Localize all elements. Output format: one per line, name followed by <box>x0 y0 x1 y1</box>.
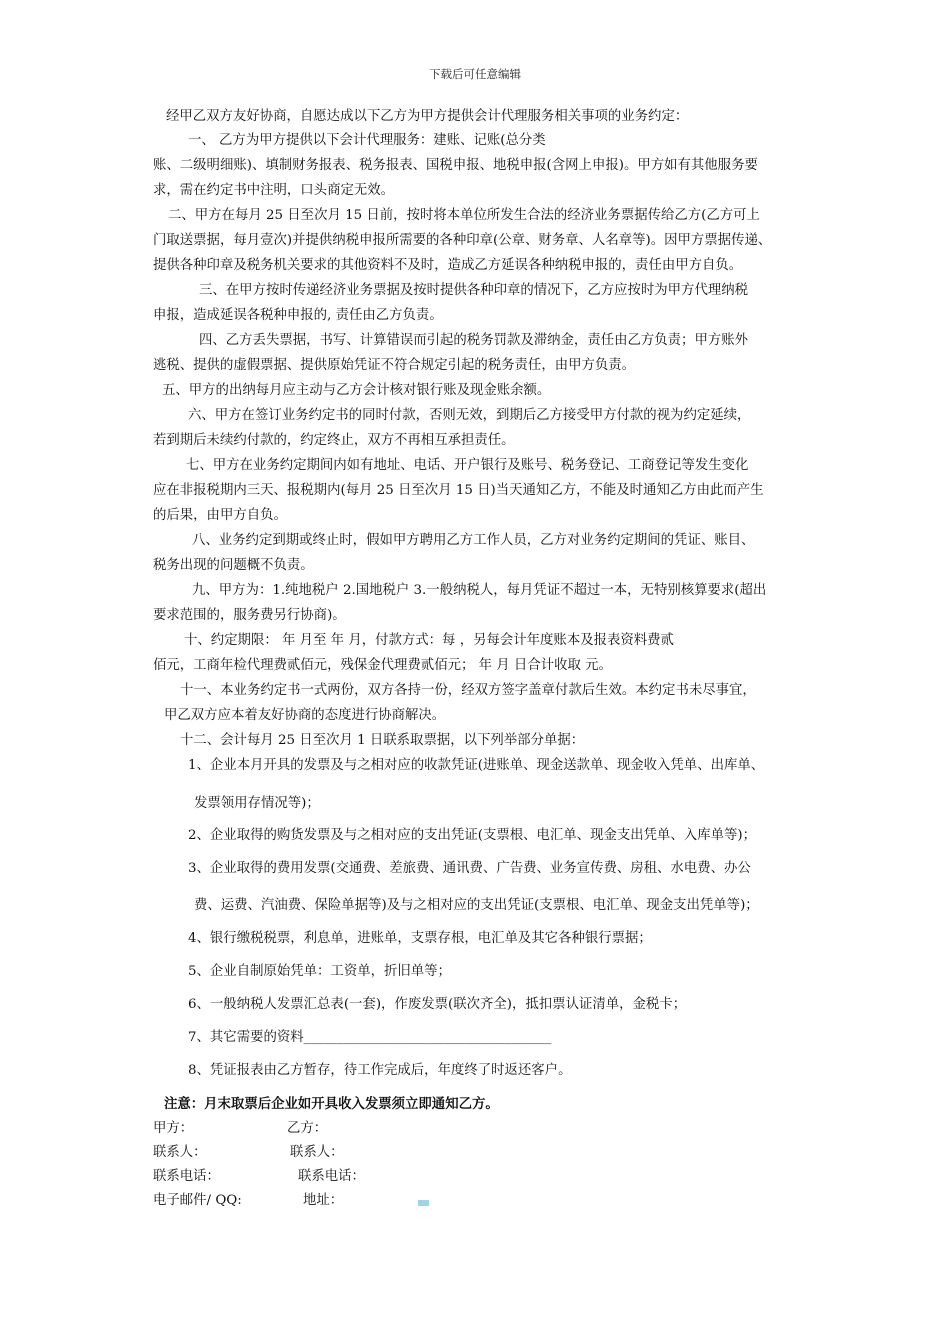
list-item: 7、其它需要的资料_____________________________________ <box>188 1030 552 1045</box>
page-header: 下载后可任意编辑 <box>429 67 521 81</box>
list-item: 4、银行缴税税票，利息单，进账单，支票存根，电汇单及其它各种银行票据； <box>188 931 652 946</box>
clause-9-line-1: 九、甲方为：1.纯地税户 2.国地税户 3.一般纳税人，每月凭证不超过一本，无特别核算要求(超出 <box>192 583 767 598</box>
clause-2-line-2: 门取送票据，每月壹次)并提供纳税申报所需要的各种印章(公章、财务章、人名章等)。因甲方票据传递、 <box>153 233 772 248</box>
clause-7-line-1: 七、甲方在业务约定期间内如有地址、电话、开户银行及账号、税务登记、工商登记等发生变化 <box>186 458 749 473</box>
clause-8-line-2: 税务出现的问题概不负责。 <box>153 558 314 573</box>
list-item: 2、企业取得的购货发票及与之相对应的支出凭证(支票根、电汇单、现金支出凭单、入库单等)； <box>188 828 756 843</box>
clause-1-line-2: 账、二级明细账)、填制财务报表、税务报表、国税申报、地税申报(含网上申报)。甲方如有其他服务要 <box>153 158 758 173</box>
list-item: 8、凭证报表由乙方暂存，待工作完成后，年度终了时返还客户。 <box>188 1063 572 1078</box>
clause-8-line-1: 八、业务约定到期或终止时，假如甲方聘用乙方工作人员，乙方对业务约定期间的凭证、账目、 <box>192 533 755 548</box>
party-b-label: 乙方： <box>287 1121 328 1136</box>
clause-11-line-1: 十一、本业务约定书一式两份，双方各持一份，经双方签字盖章付款后生效。本约定书未尽事宜， <box>180 683 756 698</box>
contact-b-label: 联系人： <box>290 1145 344 1160</box>
list-item: 1、企业本月开具的发票及与之相对应的收款凭证(进账单、现金送款单、现金收入凭单、出库单、 <box>188 758 765 773</box>
clause-4-line-2: 逃税、提供的虚假票据、提供原始凭证不符合规定引起的税务责任，由甲方负责。 <box>153 358 636 373</box>
clause-7-line-2: 应在非报税期内三天、报税期内(每月 25 日至次月 15 日)当天通知乙方，不能及时通知乙方由此而产生 <box>153 483 764 498</box>
clause-10-line-2: 佰元，工商年检代理费贰佰元，残保金代理费贰佰元； 年 月 日合计收取 元。 <box>153 658 612 673</box>
party-a-label: 甲方： <box>153 1121 194 1136</box>
notice: 注意：月末取票后企业如开具收入发票须立即通知乙方。 <box>164 1096 499 1112</box>
list-item: 发票领用存情况等)； <box>194 796 320 811</box>
phone-b-label: 联系电话： <box>298 1169 365 1184</box>
address-b-label: 地址： <box>303 1193 344 1208</box>
clause-6-line-2: 若到期后未续约付款的，约定终止，双方不再相互承担责任。 <box>153 433 515 448</box>
clause-10-line-1: 十、约定期限： 年 月至 年 月，付款方式：每 ，另每会计年度账本及报表资料费贰 <box>184 633 674 648</box>
list-item: 3、企业取得的费用发票(交通费、差旅费、通讯费、广告费、业务宣传费、房租、水电费、办公 <box>188 861 751 876</box>
clause-12: 十二、会计每月 25 日至次月 1 日联系取票据，以下列举部分单据： <box>180 733 585 748</box>
clause-4-line-1: 四、乙方丢失票据，书写、计算错误而引起的税务罚款及滞纳金，责任由乙方负责；甲方账外 <box>199 333 749 348</box>
list-item: 费、运费、汽油费、保险单据等)及与之相对应的支出凭证(支票根、电汇单、现金支出凭单等)； <box>194 898 759 913</box>
list-item: 5、企业自制原始凭单：工资单，折旧单等； <box>188 964 451 979</box>
clause-1-line-1: 一、 乙方为甲方提供以下会计代理服务：建账、记账(总分类 <box>188 133 546 148</box>
intro-paragraph: 经甲乙双方友好协商，自愿达成以下乙方为甲方提供会计代理服务相关事项的业务约定： <box>166 109 689 124</box>
cursor-highlight <box>418 1200 429 1206</box>
contact-a-label: 联系人： <box>153 1145 207 1160</box>
email-a-label: 电子邮件/ QQ: <box>153 1193 242 1208</box>
clause-2-line-3: 提供各种印章及税务机关要求的其他资料不及时，造成乙方延误各种纳税申报的，责任由甲方自负。 <box>153 258 743 273</box>
clause-2-line-1: 二、甲方在每月 25 日至次月 15 日前，按时将本单位所发生合法的经济业务票据传给乙方(乙方可上 <box>168 208 760 223</box>
clause-11-line-2: 甲乙双方应本着友好协商的态度进行协商解决。 <box>164 708 446 723</box>
clause-3-line-1: 三、在甲方按时传递经济业务票据及按时提供各种印章的情况下，乙方应按时为甲方代理纳税 <box>199 283 749 298</box>
clause-1-line-3: 求，需在约定书中注明，口头商定无效。 <box>153 183 395 198</box>
clause-9-line-2: 要求范围的，服务费另行协商)。 <box>153 608 346 623</box>
phone-a-label: 联系电话： <box>153 1169 220 1184</box>
clause-5: 五、甲方的出纳每月应主动与乙方会计核对银行账及现金账余额。 <box>162 383 551 398</box>
clause-7-line-3: 的后果，由甲方自负。 <box>153 508 287 523</box>
clause-3-line-2: 申报，造成延误各税种申报的, 责任由乙方负责。 <box>153 308 443 323</box>
clause-6-line-1: 六、甲方在签订业务约定书的同时付款，否则无效，到期后乙方接受甲方付款的视为约定延续， <box>188 408 751 423</box>
list-item: 6、一般纳税人发票汇总表(一套)，作废发票(联次齐全)，抵扣票认证清单，金税卡； <box>188 997 687 1012</box>
